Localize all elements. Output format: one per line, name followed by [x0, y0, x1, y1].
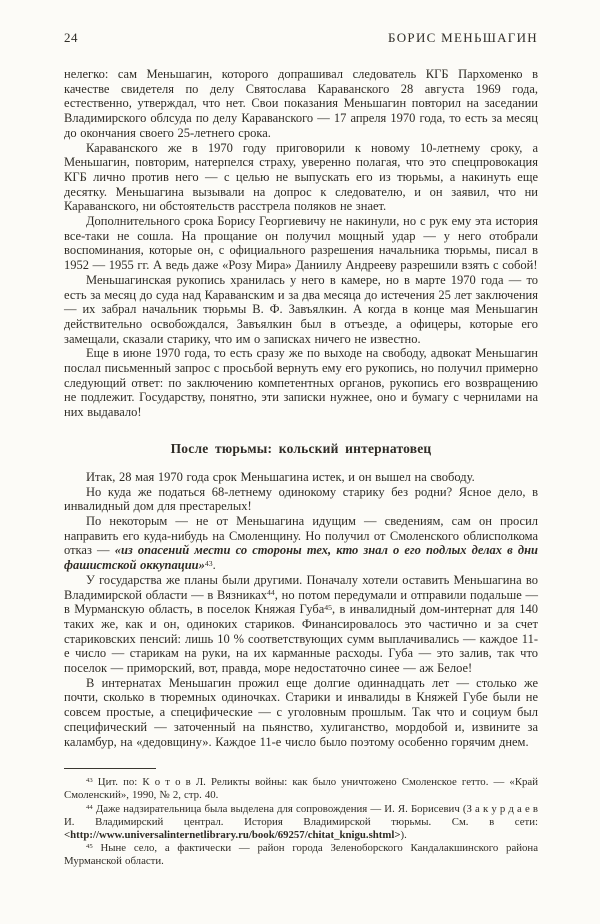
section-heading: [64, 441, 538, 457]
text-segment: Дополнительного срока Борису Георгиевичу не накинули, но с рук ему эта история все-таки не сошла. На прощание он получил мощный удар — у него отобрали воспоминания, которые он, с официального разрешения начальника тюрьмы, писал в 1952 — 1955 гг. А ведь даже «Розу Мира» Даниилу Андрееву разрешили взять с собой!: [64, 214, 538, 273]
body-text: [64, 67, 538, 749]
text-segment: «из опасений мести со стороны тех, кто знал о его подлых делах в дни фашистской оккупации»: [64, 543, 538, 573]
text-segment: Караванского же в 1970 году приговорили к новому 10-летнему сроку, а Меньшагин, повторим, натерпелся страху, уверенно полагая, что это спецпровокация КГБ лично против него — с целью не выпускать его из тюрьмы, а накинуть еще десятку. Меньшагина вызывали на допрос к следователю, и он заявил, что ни Караванского, ни обстоятельств расстрела поляков не знает.: [64, 140, 538, 214]
url-text: <http://www.universalinternetlibrary.ru/book/69257/chitat_knigu.shtml>: [64, 829, 401, 842]
text-segment: .: [212, 558, 216, 573]
paragraph: [64, 676, 538, 750]
footnote-ref: 44: [267, 588, 275, 598]
text-segment: Цит. по: К о т о в Л. Реликты войны: как было уничтожено Смоленское гетто. — «Край Смоленский», 1990, № 2, стр. 40.: [64, 776, 538, 802]
footnote-ref: 43: [204, 558, 213, 568]
paragraph: [64, 214, 538, 273]
text-segment: Меньшагинская рукопись хранилась у него в камере, но в марте 1970 года — то есть за месяц до суда над Караванским и за два месяца до истечения 25 лет заключения — их забрал начальник тюрьмы В. Ф. Завъялкин. А когда в конце мая Меньшагин действительно освобождался, Завъялкин был в отъезде, а офицеры, которые его замещали, сказали старику, что им о записках ничего не известно.: [64, 272, 538, 346]
text-segment: , но потом передумали и отправили подальше — в Мурманскую область, в поселок Княжая Губа: [64, 587, 538, 617]
paragraph: [64, 141, 538, 215]
page-number: 24: [64, 30, 78, 45]
footnote: [64, 803, 538, 843]
text-segment: нелегко: сам Меньшагин, которого допрашивал следователь КГБ Пархоменко в качестве свидетеля по делу Святослава Караванского 28 августа 1969 года, естественно, утверждал, что нет. Свои показания Меньшагин повторил на заседании Владимирского облсуда по делу Караванского — 17 апреля 1970 года, то есть за месяц до окончания своего 25-летнего срока.: [64, 67, 538, 140]
text-segment: Еще в июне 1970 года, то есть сразу же по выходе на свободу, адвокат Меньшагин послал письменный запрос с просьбой вернуть ему его рукопись, но получил примерно следующий ответ: по заключению компетентных органов, рукопись его возвращению не подлежит. Государству, понятно, эти записки нужнее, оно и бумагу с чернилами на них выдавало!: [64, 346, 538, 420]
text-segment: Итак, 28 мая 1970 года срок Меньшагина истек, и он вышел на свободу.: [86, 469, 475, 484]
text-segment: ).: [400, 829, 407, 842]
footnote-ref: 43: [86, 777, 93, 785]
paragraph: [64, 67, 538, 141]
paragraph: [64, 273, 538, 347]
page-header: [64, 30, 538, 46]
footnote-ref: 44: [86, 803, 93, 811]
running-title: БОРИС МЕНЬШАГИН: [388, 30, 538, 45]
footnote: [64, 842, 538, 868]
footnote: [64, 776, 538, 802]
text-segment: , в инвалидный дом-интернат для 140 таких же, как и он, одиноких стариков. Финансировалось это частично и за счет стариковских пенсий: лишь 10 % соответствующих сумм выплачивались — каждое 11-е число — старикам на руки, на их карманные расходы. Губа — это залив, так что поселок — приморский, вот, правда, море недостаточно синее — аж Белое!: [64, 602, 538, 676]
text-segment: Но куда же податься 68-летнему одинокому старику без родни? Ясное дело, в инвалидный дом для престарелых!: [64, 484, 538, 514]
paragraph: [64, 573, 538, 676]
footnote-separator: [64, 768, 156, 769]
footnote-ref: 45: [324, 602, 333, 612]
paragraph: [64, 514, 538, 573]
text-segment: В интернатах Меньшагин прожил еще долгие одиннадцать лет — столько же почти, сколько в тюремных одиночках. Старики и инвалиды в Княжей Губе были не совсем простые, а специфические — с уголовным прошлым. Так что и социум был специфический — заточенный на пьянство, хулиганство, мордобой и, извините за каламбур, на «дедовщину». Каждое 11-е число было поэтому особенно горячим днем.: [64, 675, 538, 749]
footnotes: [64, 776, 538, 868]
text-segment: Ныне село, а фактически — район города Зеленоборского Кандалакшинского района Мурманской области.: [64, 842, 538, 868]
paragraph: [64, 346, 538, 420]
paragraph: [64, 470, 538, 485]
text-segment: У государства же планы были другими. Поначалу хотели оставить Меньшагина во Владимирской области — в Вязниках: [64, 572, 538, 602]
footnote-ref: 45: [86, 843, 93, 851]
paragraph: [64, 485, 538, 514]
text-segment: По некоторым — не от Меньшагина идущим — сведениям, сам он просил направить его куда-нибудь на Смоленщину. Но получил от Смоленского облисполкома отказ —: [64, 513, 538, 558]
text-segment: После тюрьмы: кольский интернатовец: [170, 440, 432, 456]
text-segment: Даже надзирательница была выделена для сопровождения — И. Я. Борисевич (З а к у р д а е в И. Владимирский централ. История Владимирской тюрьмы. См. в сети:: [64, 802, 538, 828]
